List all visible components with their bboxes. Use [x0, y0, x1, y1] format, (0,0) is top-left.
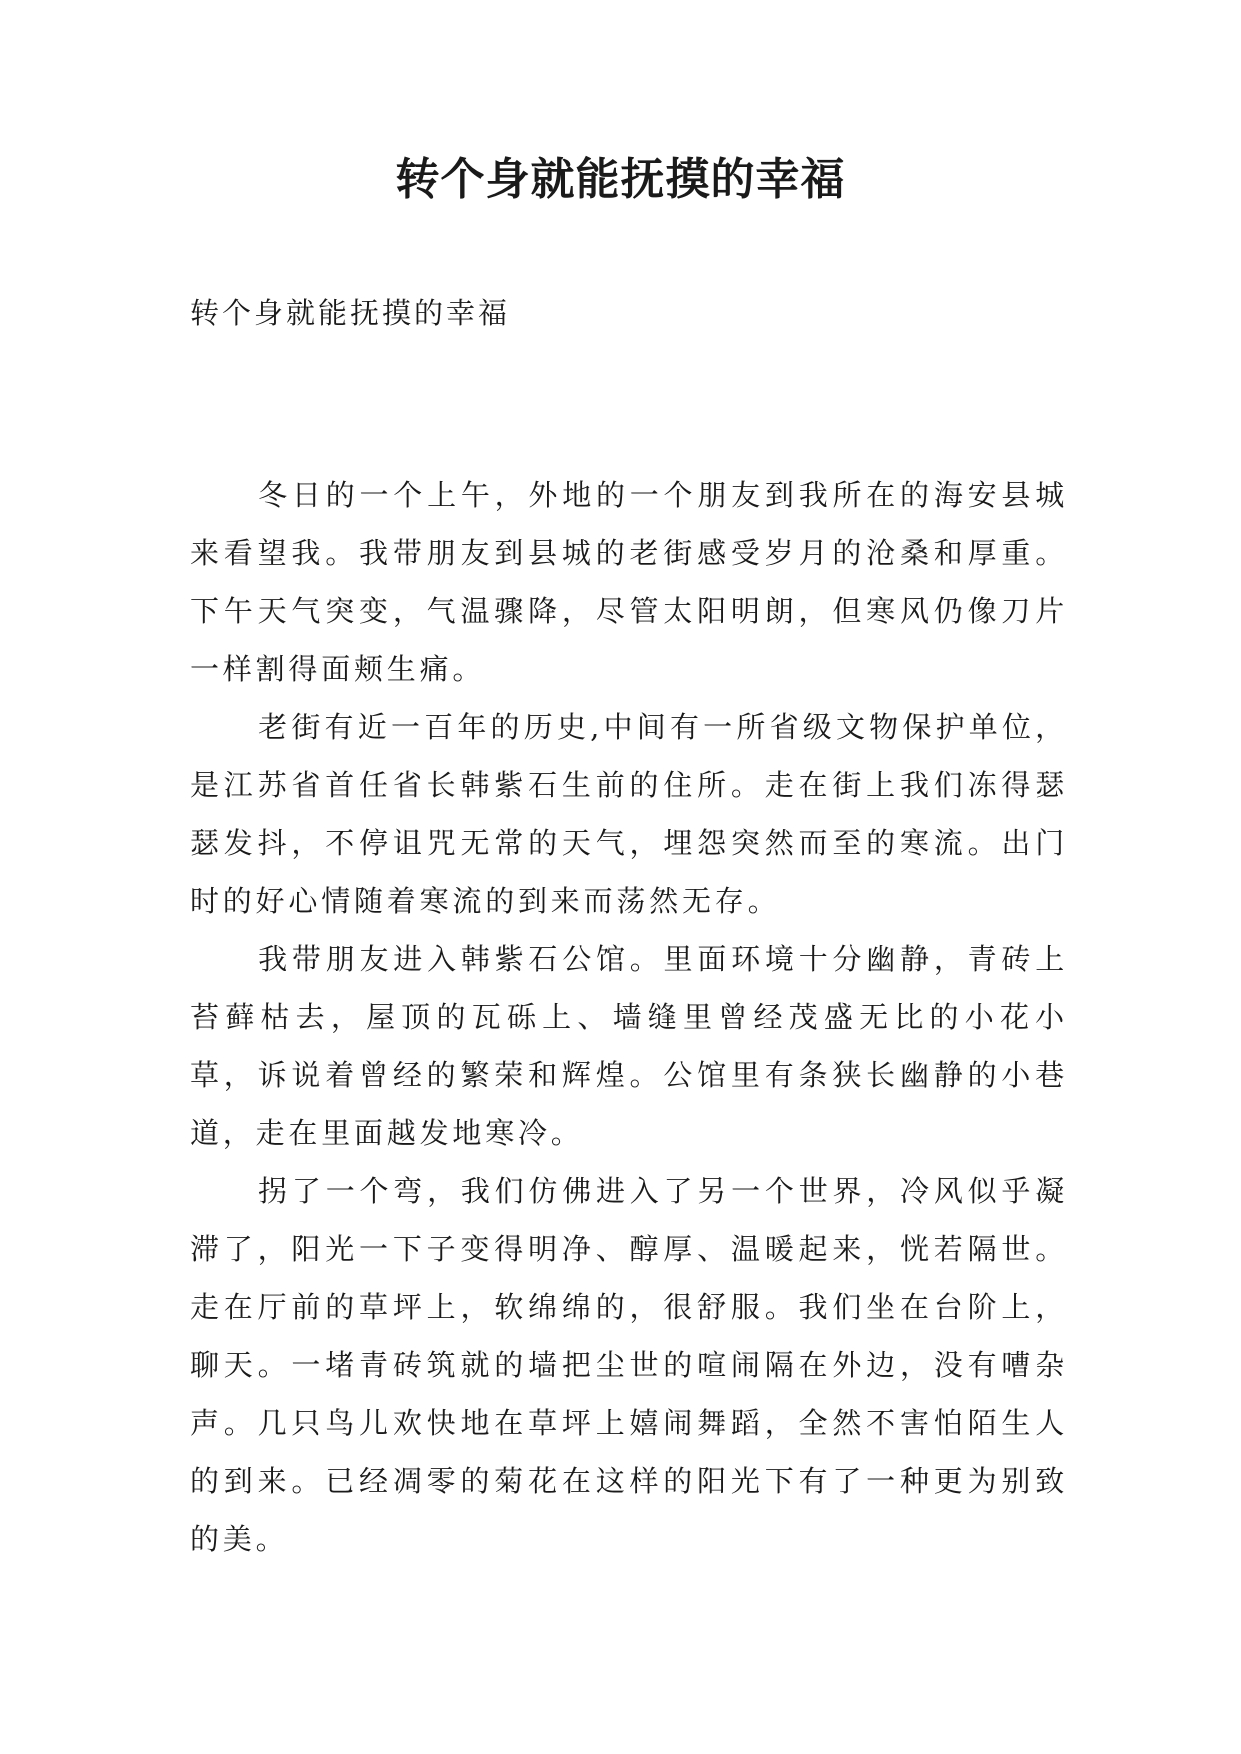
paragraph-1: 冬日的一个上午，外地的一个朋友到我所在的海安县城来看望我。我带朋友到县城的老街感受岁月的沧桑和厚重。下午天气突变，气温骤降，尽管太阳明朗，但寒风仍像刀片一样割得面颊生痛。: [190, 478, 1068, 686]
document-title: 转个身就能抚摸的幸福: [395, 154, 846, 205]
paragraph-4: 拐了一个弯，我们仿佛进入了另一个世界，冷风似乎凝滞了，阳光一下子变得明净、醇厚、温暖起来，恍若隔世。走在厅前的草坪上，软绵绵的，很舒服。我们坐在台阶上，聊天。一堵青砖筑就的墙把尘世的喧闹隔在外边，没有嘈杂声。几只鸟儿欢快地在草坪上嬉闹舞蹈，全然不害怕陌生人的到来。已经凋零的菊花在这样的阳光下有了一种更为别致的美。: [190, 1174, 1068, 1556]
paragraph-3: 我带朋友进入韩紫石公馆。里面环境十分幽静，青砖上苔藓枯去，屋顶的瓦砾上、墙缝里曾经茂盛无比的小花小草，诉说着曾经的繁荣和辉煌。公馆里有条狭长幽静的小巷道，走在里面越发地寒冷。: [190, 942, 1068, 1150]
article-body: [190, 466, 1068, 1568]
paragraph-2: 老街有近一百年的历史,中间有一所省级文物保护单位，是江苏省首任省长韩紫石生前的住所。走在街上我们冻得瑟瑟发抖，不停诅咒无常的天气，埋怨突然而至的寒流。出门时的好心情随着寒流的到来而荡然无存。: [190, 710, 1068, 918]
document-subtitle: 转个身就能抚摸的幸福: [190, 296, 511, 330]
